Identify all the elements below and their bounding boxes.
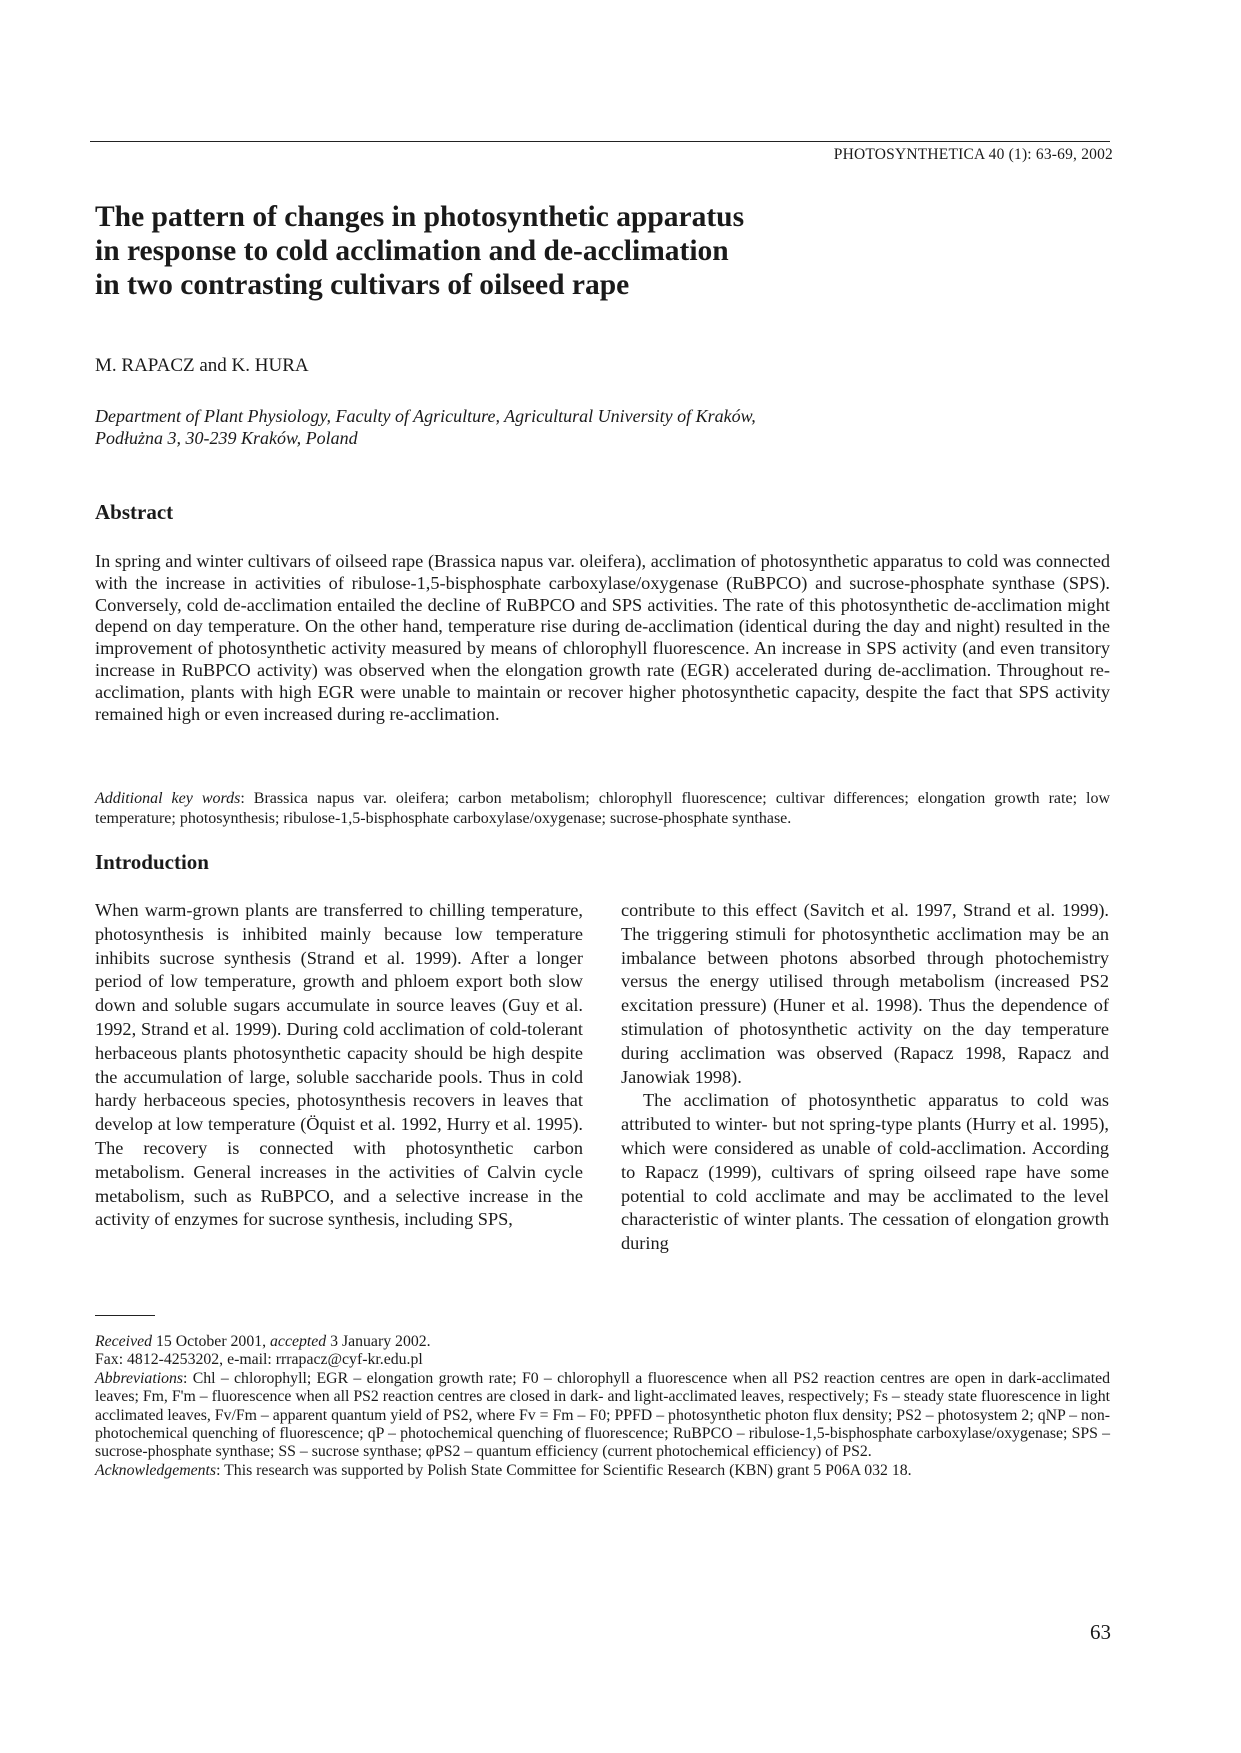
footnote-rule <box>95 1315 155 1316</box>
intro-paragraph: contribute to this effect (Savitch et al. 1997, Strand et al. 1999). The triggering stimuli for photosynthetic acclimation may be an imbalance between photons absorbed through photochemistry versus the energy utilised through metabolism (increased PS2 excitation pressure) (Huner et al. 1998). Thus the dependence of stimulation of photosynthetic activity on the day temperature during acclimation was observed (Rapacz 1998, Rapacz and Janowiak 1998). <box>621 900 1109 1087</box>
authors: M. RAPACZ and K. HURA <box>95 355 309 376</box>
title-line: in response to cold acclimation and de-acclimation <box>95 235 729 267</box>
header-rule <box>90 141 1110 142</box>
footnotes <box>95 1333 1110 1480</box>
abstract-heading: Abstract <box>95 500 174 524</box>
intro-paragraph: When warm-grown plants are transferred to chilling temperature, photosynthesis is inhibited mainly because low temperature inhibits sucrose synthesis (Strand et al. 1999). After a longer period of low temperature, growth and phloem export both slow down and soluble sugars accumulate in source leaves (Guy et al. 1992, Strand et al. 1999). During cold acclimation of cold-tolerant herbaceous plants photosynthetic capacity should be high despite the accumulation of large, soluble saccharide pools. Thus in cold hardy herbaceous species, photosynthesis recovers in leaves that develop at low temperature (Öquist et al. 1992, Hurry et al. 1995). The recovery is connected with photosynthetic carbon metabolism. General increases in the activities of Calvin cycle metabolism, such as RuBPCO, and a selective increase in the activity of enzymes for sucrose synthesis, including SPS, <box>95 900 583 1230</box>
received-date: 15 October 2001, <box>155 1333 267 1350</box>
received-note <box>95 1333 1110 1351</box>
abbreviations-note: Abbreviations: Chl – chlorophyll; EGR – elongation growth rate; F0 – chlorophyll a fluorescence when all PS2 reaction centres are open in dark-acclimated leaves; Fm, F'm – fluorescence when all PS2 reaction centres are closed in dark- and light-acclimated leaves, respectively; Fs – steady state fluorescence in light acclimated leaves, Fv/Fm – apparent quantum yield of PS2, where Fv = Fm – F0; PPFD – photosynthetic photon flux density; PS2 – photosystem 2; qNP – non-photochemical quenching of fluorescence; qP – photochemical quenching of fluorescence; RuBPCO – ribulose-1,5-bisphosphate carboxylase/oxygenase; SPS – sucrose-phosphate synthase; SS – sucrose synthase; φPS2 – quantum efficiency (current photochemical efficiency) of PS2. <box>95 1369 1111 1461</box>
title-line: in two contrasting cultivars of oilseed rape <box>95 269 630 301</box>
received-label: Received <box>95 1333 152 1350</box>
abbreviations-text: Chl – chlorophyll; EGR – elongation growth rate; F0 – chlorophyll a fluorescence when all PS2 reaction centres are open in dark-acclimated leaves; Fm, F'm – fluorescence when all PS2 reaction centres are closed in dark- and light-acclimated leaves, respectively; Fs – steady state fluorescence in light acclimated leaves, Fv/Fm – apparent quantum yield of PS2, where Fv = Fm – F0; PPFD – photosynthetic photon flux density; PS2 – photosystem 2; qNP – non-photochemical quenching of fluorescence; qP – photochemical quenching of fluorescence; RuBPCO – ribulose-1,5-bisphosphate carboxylase/oxygenase; SPS – sucrose-phosphate synthase; SS – sucrose synthase; φPS2 – quantum efficiency (current photochemical efficiency) of PS2. <box>95 1369 1111 1461</box>
affiliation-line: Department of Plant Physiology, Faculty of Agriculture, Agricultural University of Kraków, <box>95 406 756 426</box>
intro-right-column <box>621 899 1109 1256</box>
abstract-text: In spring and winter cultivars of oilseed rape (Brassica napus var. oleifera), acclimation of photosynthetic apparatus to cold was connected with the increase in activities of ribulose-1,5-bisphosphate carboxylase/oxygenase (RuBPCO) and sucrose-phosphate synthase (SPS). Conversely, cold de-acclimation entailed the decline of RuBPCO and SPS activities. The rate of this photosynthetic de-acclimation might depend on day temperature. On the other hand, temperature rise during de-acclimation (identical during the day and night) resulted in the improvement of photosynthetic activity measured by means of chlorophyll fluorescence. An increase in SPS activity (and even transitory increase in RuBPCO activity) was observed when the elongation growth rate (EGR) accelerated during de-acclimation. Throughout re-acclimation, plants with high EGR were unable to maintain or recover higher photosynthetic capacity, despite the fact that SPS activity remained high or even increased during re-acclimation. <box>95 551 1110 724</box>
affiliation-line: Podłużna 3, 30-239 Kraków, Poland <box>95 428 358 448</box>
affiliation <box>95 405 995 449</box>
accepted-date: 3 January 2002. <box>330 1333 431 1350</box>
accepted-label: accepted <box>270 1333 327 1350</box>
introduction-heading: Introduction <box>95 850 209 874</box>
intro-left-column <box>95 899 583 1232</box>
keywords-text: Brassica napus var. oleifera; carbon metabolism; chlorophyll fluorescence; cultivar differences; elongation growth rate; low temperature; photosynthesis; ribulose-1,5-bisphosphate carboxylase/oxygenase; sucrose-phosphate synthase. <box>95 790 1110 827</box>
acknowledgements-label: Acknowledgements <box>95 1461 217 1479</box>
keywords-label: Additional key words <box>95 790 241 807</box>
page-number: 63 <box>1090 1620 1111 1644</box>
acknowledgements-text: This research was supported by Polish State Committee for Scientific Research (KBN) grant 5 P06A 032 18. <box>224 1461 912 1479</box>
acknowledgements-note: Acknowledgements: This research was supported by Polish State Committee for Scientific Research (KBN) grant 5 P06A 032 18. <box>95 1461 912 1479</box>
journal-reference: PHOTOSYNTHETICA 40 (1): 63-69, 2002 <box>833 146 1113 163</box>
abbreviations-label: Abbreviations <box>95 1369 184 1387</box>
title-line: The pattern of changes in photosynthetic apparatus <box>95 201 745 233</box>
intro-paragraph: The acclimation of photosynthetic apparatus to cold was attributed to winter- but not spring-type plants (Hurry et al. 1995), which were considered as unable of cold-acclimation. According to Rapacz (1999), cultivars of spring oilseed rape have some potential to cold acclimate and may be acclimated to the level characteristic of winter plants. The cessation of elongation growth during <box>621 1090 1109 1254</box>
keywords: Additional key words: Brassica napus var. oleifera; carbon metabolism; chlorophyll fluorescence; cultivar differences; elongation growth rate; low temperature; photosynthesis; ribulose-1,5-bisphosphate carboxylase/oxygenase; sucrose-phosphate synthase. <box>95 790 1110 827</box>
paper-title <box>95 200 855 302</box>
contact-note: Fax: 4812-4253202, e-mail: rrrapacz@cyf-kr.edu.pl <box>95 1351 423 1369</box>
